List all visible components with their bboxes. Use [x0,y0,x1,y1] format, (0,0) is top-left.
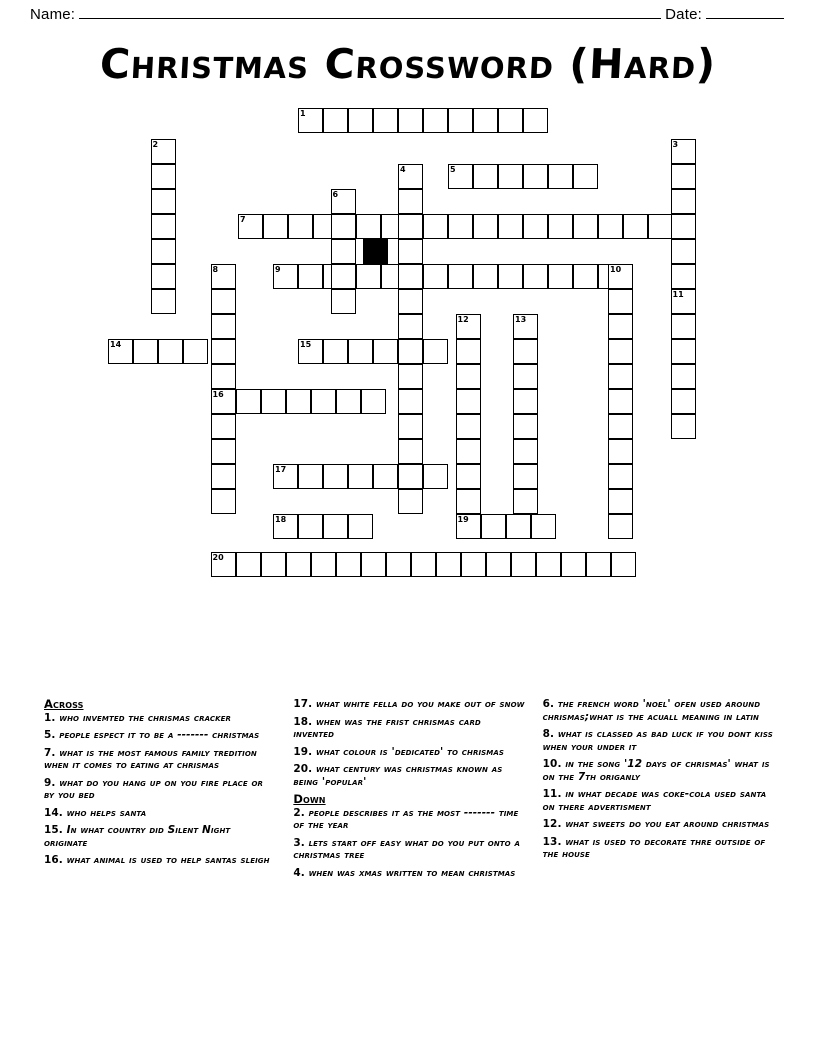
grid-cell-number: 10 [610,265,622,274]
grid-cell[interactable] [671,414,696,439]
grid-cell[interactable] [298,264,323,289]
grid-cell[interactable] [456,364,481,389]
grid-cell[interactable] [671,139,696,164]
clue-text: what animal is used to help santas sleigh [66,854,270,866]
grid-cell[interactable] [448,214,473,239]
clue-number: 1. [44,711,56,724]
clue-number: 20. [293,763,313,775]
grid-cell[interactable] [298,339,323,364]
clue-number: 10. [542,758,562,770]
grid-cell[interactable] [348,339,373,364]
grid-cell[interactable] [671,239,696,264]
clue-number: 12. [542,818,562,830]
grid-cell[interactable] [331,214,356,239]
grid-cell[interactable] [536,552,561,577]
grid-cell[interactable] [348,108,373,133]
grid-cell-number: 17 [275,465,287,474]
grid-cell[interactable] [356,264,381,289]
grid-cell[interactable] [398,264,423,289]
grid-cell-number: 2 [152,140,159,149]
clue-item [44,729,275,742]
grid-cell[interactable] [398,364,423,389]
grid-cell[interactable] [456,439,481,464]
clue-number: 13. [542,835,562,848]
crossword-grid[interactable] [0,104,816,704]
grid-cell[interactable] [398,164,423,189]
grid-cell-number: 14 [110,340,122,349]
grid-cell[interactable] [211,389,236,414]
grid-cell[interactable] [411,552,436,577]
grid-cell[interactable] [263,214,288,239]
grid-cell[interactable] [298,464,323,489]
grid-cell[interactable] [323,108,348,133]
clue-text: what do you hang up on you fire place or by you bed [44,776,264,801]
grid-cell[interactable] [436,552,461,577]
name-date-line [30,6,788,23]
grid-cell[interactable] [456,464,481,489]
grid-cell-number: 6 [332,190,339,199]
clue-item [293,716,524,741]
grid-cell[interactable] [523,108,548,133]
grid-cell-number: 7 [240,215,246,224]
clue-number: 18. [293,715,313,728]
clue-text: what white fella do you make out of snow [316,698,525,710]
grid-cell-number: 9 [275,265,281,274]
grid-cell[interactable] [648,214,673,239]
grid-cell[interactable] [398,289,423,314]
grid-cell[interactable] [548,264,573,289]
clue-column-3 [543,698,774,884]
clue-item [543,728,774,753]
grid-cell[interactable] [398,464,423,489]
grid-cell[interactable] [423,464,448,489]
clue-item [293,698,524,711]
grid-cell[interactable] [423,339,448,364]
grid-cell[interactable] [498,264,523,289]
grid-cell[interactable] [158,339,183,364]
grid-cell[interactable] [348,514,373,539]
clue-item [543,788,774,813]
grid-cell[interactable] [286,552,311,577]
grid-cell-number: 12 [457,315,469,324]
grid-cell[interactable] [298,514,323,539]
clue-text: when was the frist chrismas card invented [293,715,481,740]
clue-number: 8. [542,728,555,740]
grid-cell[interactable] [211,439,236,464]
grid-cell[interactable] [323,514,348,539]
clue-text: what century was christmas known as being 'popular' [293,763,503,788]
clue-item [44,824,275,849]
clue-number: 5. [44,729,56,741]
clue-text: in what decade was coke-cola used santa on there advertisment [542,788,767,813]
grid-cell-number: 15 [300,340,312,349]
grid-cell[interactable] [373,108,398,133]
grid-cell[interactable] [513,414,538,439]
grid-cell[interactable] [511,552,536,577]
date-label: Date: [665,6,702,23]
clue-item [44,807,275,820]
grid-cell[interactable] [298,108,323,133]
grid-cell[interactable] [498,214,523,239]
clue-number: 16. [44,854,63,866]
grid-cell[interactable] [481,514,506,539]
grid-cell[interactable] [336,552,361,577]
grid-cell[interactable] [473,108,498,133]
grid-cell[interactable] [331,189,356,214]
grid-cell[interactable] [461,552,486,577]
grid-cell[interactable] [151,139,176,164]
grid-cell-number: 20 [212,552,224,562]
grid-cell[interactable] [236,389,261,414]
grid-cell[interactable] [151,289,176,314]
grid-cell[interactable] [398,189,423,214]
grid-cell[interactable] [608,389,633,414]
grid-cell-number: 4 [400,165,406,174]
grid-cell-number: 5 [450,165,456,174]
grid-cell[interactable] [211,489,236,514]
grid-cell[interactable] [671,214,696,239]
grid-cell[interactable] [211,289,236,314]
grid-cell[interactable] [211,264,236,289]
grid-cell[interactable] [448,108,473,133]
grid-cell[interactable] [261,389,286,414]
grid-cell[interactable] [671,314,696,339]
grid-cell[interactable] [348,464,373,489]
clue-item [293,807,524,832]
grid-cell[interactable] [373,464,398,489]
grid-cell[interactable] [423,214,448,239]
grid-cell[interactable] [273,514,298,539]
grid-cell[interactable] [151,214,176,239]
grid-cell[interactable] [456,314,481,339]
clue-text: who invemted the chrismas cracker [59,711,232,724]
clue-text: the french word 'noel' ofen used around chrismas;what is the acuall meaning in latin [542,698,761,723]
grid-cell[interactable] [286,389,311,414]
grid-cell[interactable] [573,264,598,289]
clue-text: who helps santa [66,806,147,819]
clue-item [44,777,275,802]
grid-cell-number: 19 [457,515,469,524]
clue-text: what is used to decorate thre outside of the house [542,835,766,860]
grid-cell[interactable] [211,552,236,577]
clue-text: what colour is 'dedicated' to chrismas [316,745,505,758]
grid-cell[interactable] [151,239,176,264]
clue-number: 17. [293,698,313,710]
clue-number: 4. [293,866,305,879]
grid-cell[interactable] [183,339,208,364]
clue-number: 9. [44,776,56,789]
grid-cell[interactable] [671,164,696,189]
grid-cell[interactable] [456,489,481,514]
grid-cell[interactable] [608,514,633,539]
clue-text: when was xmas written to mean christmas [308,866,516,879]
grid-cell[interactable] [108,339,133,364]
clue-number: 6. [542,698,555,710]
clue-text: people describes it as the most ------- time of the year [293,806,519,831]
grid-cell[interactable] [331,289,356,314]
grid-cell[interactable] [361,552,386,577]
clue-text: what is the most famous family tredition when it comes to eating at chrismas [44,746,257,771]
clue-number: 11. [542,788,562,800]
grid-cell[interactable] [498,164,523,189]
clue-number: 2. [293,806,305,819]
grid-cell[interactable] [398,389,423,414]
grid-cell[interactable] [151,164,176,189]
date-blank-line [706,18,784,19]
grid-cell[interactable] [608,464,633,489]
grid-cell[interactable] [456,414,481,439]
grid-cell[interactable] [671,264,696,289]
grid-cell[interactable] [523,164,548,189]
clue-item [293,837,524,862]
grid-cell[interactable] [671,389,696,414]
grid-cell[interactable] [513,464,538,489]
grid-cell[interactable] [151,189,176,214]
grid-cell[interactable] [671,189,696,214]
grid-cell[interactable] [513,364,538,389]
grid-cell[interactable] [473,264,498,289]
grid-cell[interactable] [311,552,336,577]
across-heading: Across [44,697,84,711]
clue-text: lets start off easy what do you put onto a christmas tree [293,836,520,861]
grid-cell[interactable] [211,339,236,364]
grid-cell[interactable] [373,339,398,364]
grid-cell[interactable] [398,214,423,239]
grid-cell[interactable] [608,339,633,364]
grid-cell[interactable] [548,214,573,239]
grid-cell[interactable] [608,289,633,314]
grid-cell[interactable] [513,489,538,514]
grid-cell[interactable] [331,239,356,264]
grid-cell[interactable] [598,214,623,239]
grid-cell[interactable] [238,214,263,239]
clue-number: 7. [44,746,56,759]
grid-cell[interactable] [506,514,531,539]
grid-cell[interactable] [398,439,423,464]
grid-cell[interactable] [548,164,573,189]
grid-cell[interactable] [608,439,633,464]
grid-cell[interactable] [473,214,498,239]
grid-cell-number: 16 [212,390,224,399]
name-blank-line [79,18,661,19]
grid-cell-number: 18 [275,515,287,524]
clue-number: 3. [293,836,305,849]
clue-item [293,763,524,788]
clue-text: what is classed as bad luck if you dont kiss when your under it [542,728,773,753]
grid-cell[interactable] [323,339,348,364]
grid-cell[interactable] [671,364,696,389]
clue-item [293,746,524,759]
grid-cell[interactable] [261,552,286,577]
clue-number: 15. [44,824,63,836]
grid-cell[interactable] [486,552,511,577]
grid-cell[interactable] [498,108,523,133]
grid-cell[interactable] [573,164,598,189]
grid-cell[interactable] [448,164,473,189]
grid-cell-number: 11 [672,290,684,299]
grid-cell[interactable] [448,264,473,289]
grid-cell[interactable] [311,389,336,414]
grid-cell[interactable] [671,289,696,314]
grid-cell[interactable] [611,552,636,577]
grid-cell[interactable] [561,552,586,577]
grid-cell[interactable] [423,108,448,133]
grid-cell[interactable] [133,339,158,364]
grid-cell[interactable] [361,389,386,414]
grid-cell[interactable] [386,552,411,577]
grid-cell[interactable] [398,489,423,514]
grid-cell[interactable] [513,439,538,464]
clue-number: 19. [293,745,313,758]
grid-cell[interactable] [608,264,633,289]
clue-number: 14. [44,806,63,819]
grid-cell[interactable] [586,552,611,577]
grid-cell[interactable] [473,164,498,189]
grid-cell-number: 8 [212,265,219,274]
clue-item [44,854,275,867]
grid-cell[interactable] [211,414,236,439]
grid-cell[interactable] [608,364,633,389]
grid-cell[interactable] [236,552,261,577]
clue-item [543,818,774,831]
grid-cell[interactable] [273,264,298,289]
grid-cell[interactable] [608,489,633,514]
clue-item [543,758,774,783]
grid-cell[interactable] [531,514,556,539]
name-label: Name: [30,6,76,23]
grid-cell[interactable] [211,464,236,489]
grid-cell-number: 3 [672,140,679,149]
grid-cell[interactable] [671,339,696,364]
grid-cell[interactable] [288,214,313,239]
clue-text: In what country did Silent Night originate [44,824,231,849]
grid-cell[interactable] [513,339,538,364]
clue-item [293,867,524,880]
grid-cell[interactable] [513,389,538,414]
grid-cell[interactable] [398,239,423,264]
grid-cell[interactable] [523,264,548,289]
grid-cell[interactable] [211,314,236,339]
clue-column-2 [293,698,524,884]
grid-cell[interactable] [423,264,448,289]
grid-cell[interactable] [573,214,598,239]
grid-cell[interactable] [456,389,481,414]
clue-text: in the song '12 days of chrismas' what is on the 7th origanly [542,758,770,783]
grid-cell[interactable] [331,264,356,289]
grid-cell[interactable] [623,214,648,239]
clues-section [44,698,774,884]
grid-cell[interactable] [608,414,633,439]
clue-item [44,747,275,772]
grid-cell[interactable] [398,314,423,339]
grid-cell[interactable] [398,414,423,439]
page-title: Christmas Crossword (Hard) [98,40,718,88]
grid-cell[interactable] [456,339,481,364]
grid-cell[interactable] [211,364,236,389]
grid-cell[interactable] [336,389,361,414]
grid-cell[interactable] [273,464,298,489]
grid-cell[interactable] [356,214,381,239]
down-heading: Down [293,792,326,806]
grid-cell-number: 1 [300,109,306,118]
grid-cell[interactable] [513,314,538,339]
clue-text: people espect it to be a ------- christmas [59,729,260,741]
grid-cell[interactable] [523,214,548,239]
clue-column-1 [44,698,275,884]
clue-item [543,836,774,861]
clue-text: what sweets do you eat around christmas [565,818,770,830]
grid-cell[interactable] [323,464,348,489]
grid-cell[interactable] [398,339,423,364]
clue-item [44,712,275,725]
clue-item [543,698,774,723]
grid-cell[interactable] [608,314,633,339]
grid-cell[interactable] [456,514,481,539]
grid-cell-blocked [363,239,388,264]
grid-cell[interactable] [151,264,176,289]
grid-cell[interactable] [398,108,423,133]
grid-cell-number: 13 [515,315,527,324]
